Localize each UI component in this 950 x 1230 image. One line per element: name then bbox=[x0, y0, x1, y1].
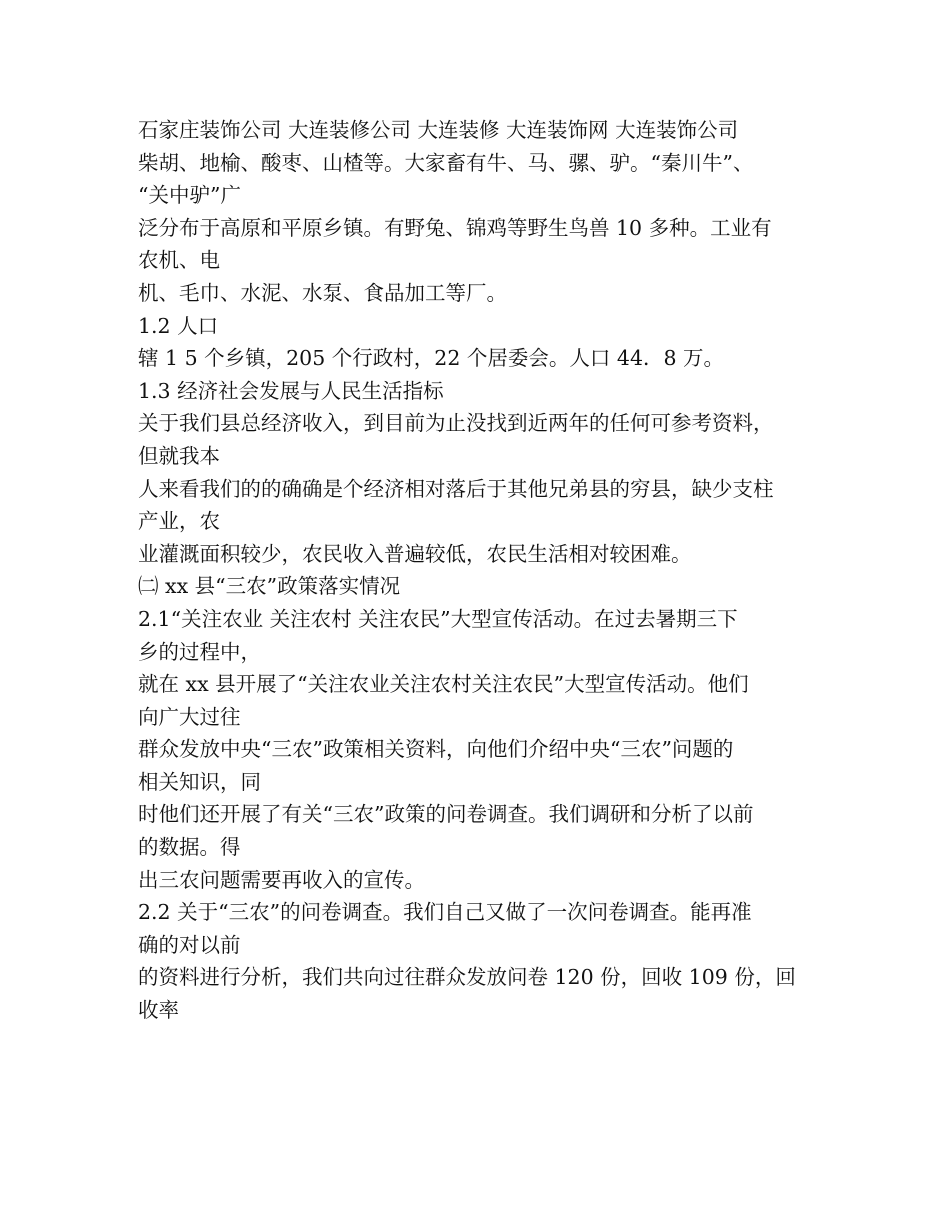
text-line: 出三农问题需要再收入的宣传。 bbox=[138, 867, 425, 892]
text-line: 产业，农 bbox=[138, 509, 220, 534]
text-line: 的资料进行分析，我们共向过往群众发放问卷 120 份，回收 109 份，回 bbox=[138, 965, 796, 990]
text-line: 向广大过往 bbox=[138, 704, 241, 729]
text-line: 石家庄装饰公司 大连装修公司 大连装修 大连装饰网 大连装饰公司 bbox=[138, 118, 739, 142]
text-line: 相关知识，同 bbox=[138, 769, 261, 794]
text-line: 泛分布于高原和平原乡镇。有野兔、锦鸡等野生鸟兽 10 多种。工业有 bbox=[138, 215, 772, 240]
text-line: 群众发放中央“三农”政策相关资料，向他们介绍中央“三农”问题的 bbox=[138, 737, 734, 762]
text-line: 但就我本 bbox=[138, 443, 220, 468]
text-line: 关于我们县总经济收入，到目前为止没找到近两年的任何可参考资料， bbox=[138, 411, 774, 436]
text-line: 业灌溉面积较少，农民收入普遍较低，农民生活相对较困难。 bbox=[138, 541, 692, 566]
body-text bbox=[138, 114, 828, 1027]
text-line: 的数据。得 bbox=[138, 835, 241, 860]
text-line: 农机、电 bbox=[138, 248, 220, 273]
text-line: 机、毛巾、水泥、水泵、食品加工等厂。 bbox=[138, 280, 507, 305]
text-line: 2.1“关注农业 关注农村 关注农民”大型宣传活动。在过去暑期三下 bbox=[138, 606, 738, 631]
text-line: 辖 1 5 个乡镇，205 个行政村，22 个居委会。人口 44．8 万。 bbox=[138, 346, 725, 371]
text-line: 乡的过程中， bbox=[138, 639, 261, 664]
section-heading: 1.3 经济社会发展与人民生活指标 bbox=[138, 378, 444, 403]
text-line: 确的对以前 bbox=[138, 932, 241, 957]
text-line: 柴胡、地榆、酸枣、山楂等。大家畜有牛、马、骡、驴。“秦川牛”、 bbox=[138, 150, 754, 175]
text-line: 2.2 关于“三农”的问卷调查。我们自己又做了一次问卷调查。能再准 bbox=[138, 900, 752, 925]
section-heading: 1.2 人口 bbox=[138, 313, 219, 338]
text-line: “关中驴”广 bbox=[138, 183, 241, 208]
section-heading: ㈡ xx 县“三农”政策落实情况 bbox=[138, 574, 401, 599]
text-line: 人来看我们的的确确是个经济相对落后于其他兄弟县的穷县，缺少支柱 bbox=[138, 476, 774, 501]
text-line: 时他们还开展了有关“三农”政策的问卷调查。我们调研和分析了以前 bbox=[138, 802, 754, 827]
text-line: 就在 xx 县开展了“关注农业关注农村关注农民”大型宣传活动。他们 bbox=[138, 672, 749, 697]
text-line: 收率 bbox=[138, 998, 179, 1023]
